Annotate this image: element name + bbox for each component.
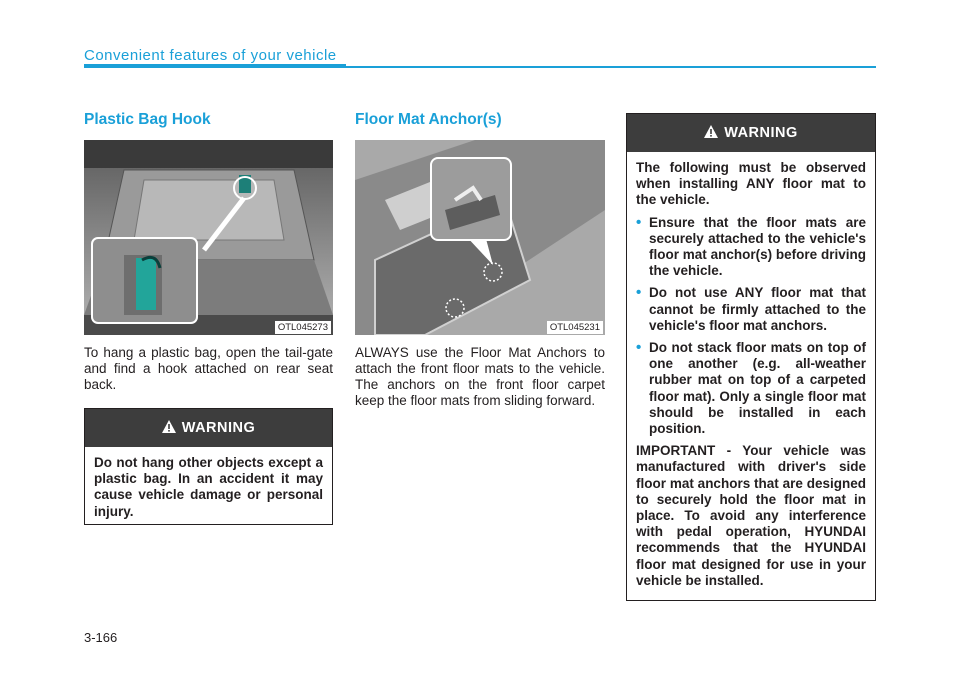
warning-header	[85, 409, 332, 447]
image-code: OTL045273	[275, 321, 331, 334]
warning-label: WARNING	[724, 125, 798, 141]
image-code: OTL045231	[547, 321, 603, 334]
header-rule	[84, 66, 876, 68]
plastic-bag-warning-box	[84, 408, 333, 525]
section-heading-plastic-bag-hook: Plastic Bag Hook	[84, 111, 211, 128]
floor-mat-photo	[355, 140, 605, 335]
warning-triangle-icon	[162, 420, 176, 437]
floor-mat-warning-box	[626, 113, 876, 601]
section-heading-floor-mat-anchor: Floor Mat Anchor(s)	[355, 111, 502, 128]
plastic-bag-hook-text: To hang a plastic bag, open the tail-gate and find a hook attached on rear seat back.	[84, 345, 333, 392]
warning-header	[627, 114, 875, 152]
warning-bullet: • Ensure that the floor mats are securely attached to the vehicle's floor mat anchor(s) before driving the vehicle.	[636, 213, 866, 279]
warning-bullet-list	[636, 215, 866, 438]
warning-triangle-icon	[704, 125, 718, 142]
warning-intro: The following must be observed when installing ANY floor mat to the vehicle.	[636, 160, 866, 208]
floor-mat-anchor-text: ALWAYS use the Floor Mat Anchors to attach the front floor mats to the vehicle. The anchors on the front floor carpet keep the floor mats from sliding forward.	[355, 345, 605, 408]
warning-text: Do not hang other objects except a plastic bag. In an accident it may cause vehicle damage or personal injury.	[94, 455, 323, 519]
chapter-title: Convenient features of your vehicle	[84, 47, 337, 64]
warning-important: IMPORTANT - Your vehicle was manufactured with driver's side floor mat anchors that are designed to securely hold the floor mat in place. To avoid any interference with pedal operation, HYUNDAI recommends that the HYUNDAI floor mat designed for use in your vehicle be installed.	[636, 443, 866, 588]
bullet-dot-icon: •	[636, 339, 642, 357]
warning-bullet: • Do not use ANY floor mat that cannot be firmly attached to the vehicle's floor mat anchors.	[636, 284, 866, 333]
cargo-area-photo	[84, 140, 333, 335]
warning-bullet: • Do not stack floor mats on top of one another (e.g. all-weather rubber mat on top of a carpeted floor mat). Only a single floor mat should be installed in each position.	[636, 339, 866, 437]
page-number: 3-166	[84, 630, 118, 645]
bullet-dot-icon: •	[636, 213, 642, 231]
warning-label: WARNING	[181, 420, 256, 436]
bullet-dot-icon: •	[636, 284, 642, 302]
